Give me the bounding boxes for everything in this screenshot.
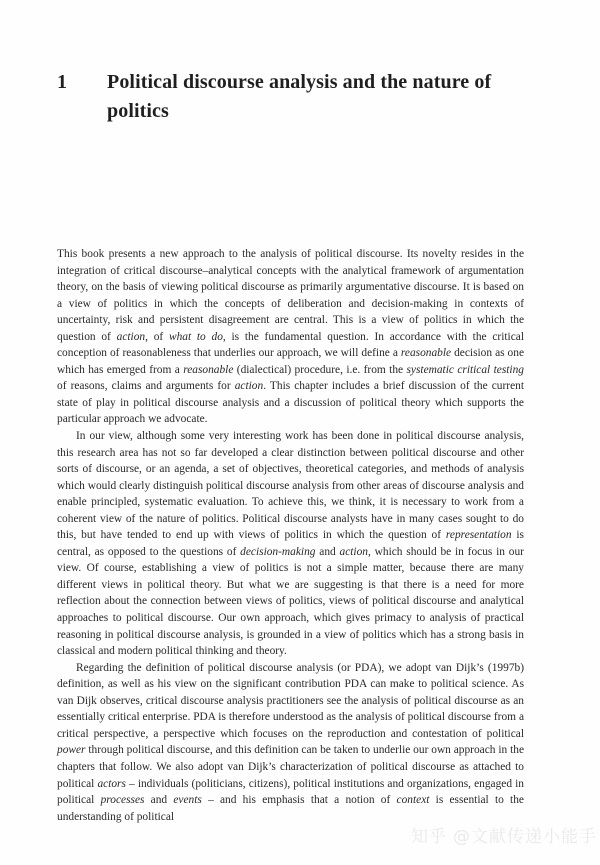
chapter-number: 1 — [57, 71, 67, 93]
paragraph-3 — [57, 660, 524, 825]
paragraph-2-text: In our view, although some very interesting work has been done in political discourse analysis, this research area has not so far developed a clear distinction between political discourse and other sorts of discourse, or an agenda, a set of objectives, theoretical categories, and methods of analysis which would clearly distinguish political discourse analysis from other areas of discourse analysis and enable principled, systematic evaluation. To achieve this, we think, it is necessary to work from a coherent view of the nature of politics. Political discourse analysts have in many cases sought to do this, but have tended to end up with views of politics in which the question of representation is central, as opposed to the questions of decision-making and action, which should be in focus in our view. Of course, establishing a view of politics is not a simple matter, because there are many different views in political theory. But what we are suggesting is that there is a need for more reflection about the connection between views of politics, views of political discourse and analytical approaches to political discourse. Our own approach, which gives primacy to analysis of practical reasoning in political discourse analysis, is grounded in a view of politics which has a strong basis in classical and modern political thinking and theory. — [57, 430, 524, 658]
paragraph-3-text: Regarding the definition of political discourse analysis (or PDA), we adopt van Dijk’s (1997b) definition, as well as his view on the significant contribution PDA can make to political science. As van Dijk observes, critical discourse analysis practitioners see the analysis of political discourse as an essentially critical enterprise. PDA is therefore understood as the analysis of political discourse from a critical perspective, a perspective which focuses on the reproduction and contestation of political power through political discourse, and this definition can be taken to underlie our own approach in the chapters that follow. We also adopt van Dijk’s characterization of political discourse as attached to political actors – individuals (politicians, citizens), political institutions and organizations, engaged in political processes and events – and his emphasis that a notion of context is essential to the understanding of political — [57, 661, 524, 823]
chapter-heading — [57, 68, 527, 126]
watermark-handle: @文献传递小能手 — [453, 827, 597, 847]
paragraph-1 — [57, 246, 524, 428]
watermark — [411, 826, 597, 848]
watermark-logo: 知乎 — [411, 827, 447, 847]
chapter-title: Political discourse analysis and the nature of politics — [107, 71, 492, 122]
paragraph-1-text: This book presents a new approach to the analysis of political discourse. Its novelty resides in the integration of critical discourse–analytical concepts with the analytical framework of argumentation theory, on the basis of viewing political discourse as primarily argumentative discourse. It is based on a view of politics in which the concepts of deliberation and decision-making in contexts of uncertainty, risk and persistent disagreement are central. This is a view of politics in which the question of action, of what to do, is the fundamental question. In accordance with the critical conception of reasonableness that underlies our approach, we will define a reasonable decision as one which has emerged from a reasonable (dialectical) procedure, i.e. from the systematic critical testing of reasons, claims and arguments for action. This chapter includes a brief discussion of the current state of play in political discourse analysis and a discussion of political theory which supports the particular approach we advocate. — [57, 248, 525, 426]
paragraph-2 — [57, 428, 524, 660]
body-text — [57, 246, 524, 825]
